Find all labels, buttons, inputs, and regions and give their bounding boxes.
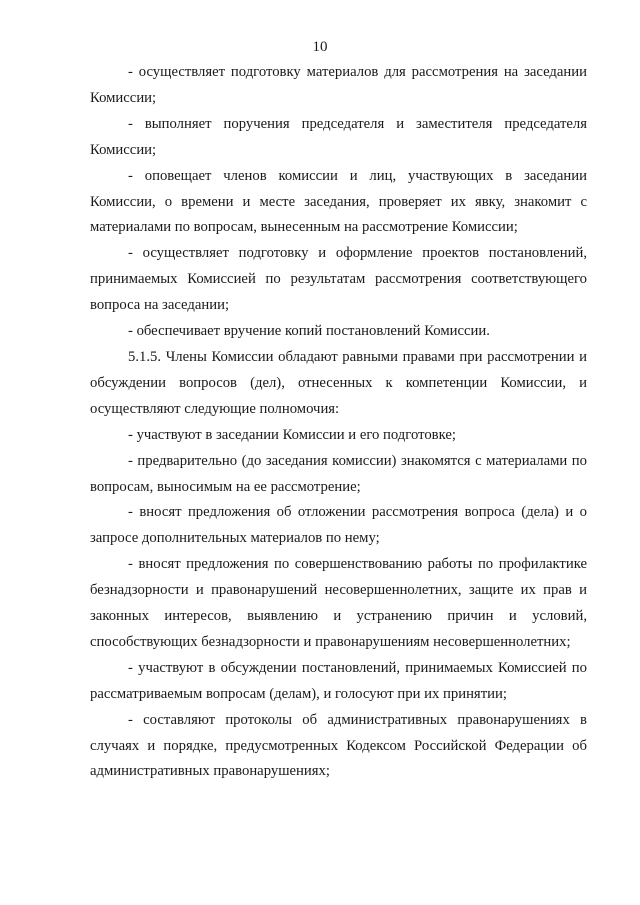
document-body	[90, 60, 587, 785]
paragraph: - составляют протоколы об административных правонарушениях в случаях и порядке, предусмотренных Кодексом Российской Федерации об административных правонарушениях;	[90, 711, 587, 780]
paragraph: - вносят предложения по совершенствованию работы по профилактике безнадзорности и правонарушений несовершеннолетних, защите их прав и законных интересов, выявлению и устранению причин и условий, способствующих безнадзорности и правонарушениям несовершеннолетних;	[90, 556, 587, 650]
paragraph: 5.1.5. Члены Комиссии обладают равными правами при рассмотрении и обсуждении вопросов (дел), отнесенных к компетенции Комиссии, и осуществляют следующие полномочия:	[90, 348, 587, 417]
paragraph: - вносят предложения об отложении рассмотрения вопроса (дела) и о запросе дополнительных материалов по нему;	[90, 504, 587, 547]
paragraph: - предварительно (до заседания комиссии) знакомятся с материалами по вопросам, выносимым на ее рассмотрение;	[90, 452, 587, 495]
paragraph: - обеспечивает вручение копий постановлений Комиссии.	[128, 323, 490, 340]
paragraph: - выполняет поручения председателя и заместителя председателя Комиссии;	[90, 115, 587, 158]
paragraph: - оповещает членов комиссии и лиц, участвующих в заседании Комиссии, о времени и месте заседания, проверяет их явку, знакомит с материалами по вопросам, вынесенным на рассмотрение Комиссии;	[90, 167, 587, 236]
paragraph: - участвуют в заседании Комиссии и его подготовке;	[128, 426, 456, 443]
page-number: 10	[312, 39, 328, 55]
paragraph: - осуществляет подготовку и оформление проектов постановлений, принимаемых Комиссией по результатам рассмотрения соответствующего вопроса на заседании;	[90, 245, 587, 314]
paragraph: - осуществляет подготовку материалов для рассмотрения на заседании Комиссии;	[90, 64, 587, 106]
paragraph: - участвуют в обсуждении постановлений, принимаемых Комиссией по рассматриваемым вопросам (делам), и голосуют при их принятии;	[90, 659, 587, 702]
